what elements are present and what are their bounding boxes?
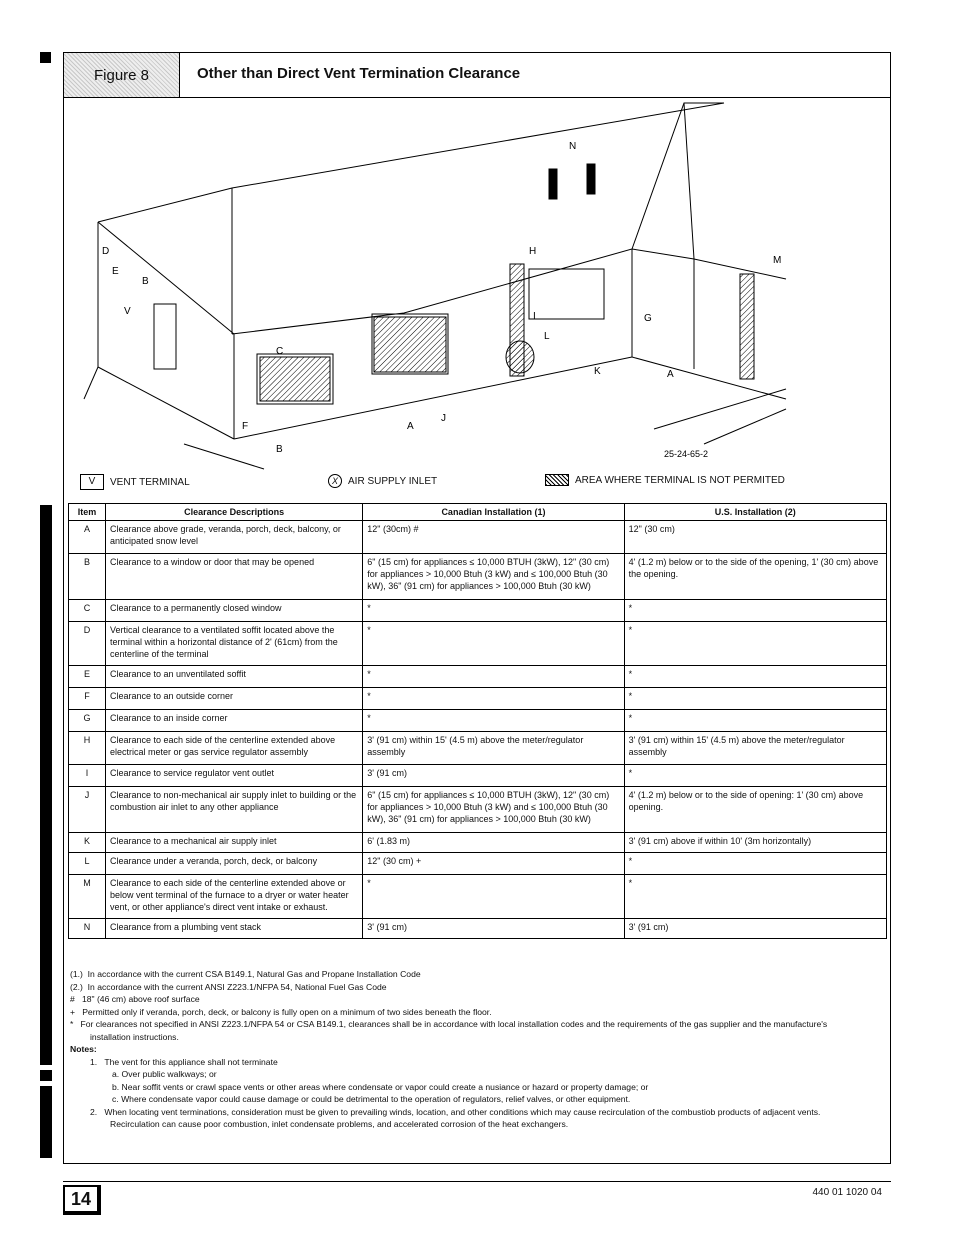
cell-desc: Clearance from a plumbing vent stack: [105, 919, 362, 939]
table-row: [69, 765, 887, 787]
cell-desc: Clearance to an inside corner: [105, 710, 362, 732]
table-row: [69, 521, 887, 554]
cell-us: *: [624, 710, 886, 732]
cell-can: 3' (91 cm): [363, 765, 624, 787]
cell-desc: Vertical clearance to a ventilated soffit located above the terminal within a horizontal distance of 2' (61cm) from the centerline of the terminal: [105, 622, 362, 666]
label-v1: V: [124, 306, 131, 317]
legend-area-label: AREA WHERE TERMINAL IS NOT PERMITED: [575, 474, 785, 486]
table-row: [69, 554, 887, 600]
cell-can: 3' (91 cm): [363, 919, 624, 939]
cell-can: *: [363, 688, 624, 710]
side-bar-marker-2: [40, 1086, 52, 1158]
footnote: # 18" (46 cm) above roof surface: [70, 994, 200, 1004]
note-2: 2. When locating vent terminations, consideration must be given to prevailing winds, location, and other conditions which may cause recirculation of the combustiob products of adjacent vents.: [90, 1106, 821, 1117]
table-row: [69, 710, 887, 732]
cell-us: 3' (91 cm): [624, 919, 886, 939]
label-g: G: [644, 313, 652, 324]
cell-desc: Clearance to service regulator vent outlet: [105, 765, 362, 787]
cell-item: K: [69, 833, 106, 853]
cell-item: I: [69, 765, 106, 787]
cell-desc: Clearance to each side of the centerline extended above electrical meter or gas service regulator assembly: [105, 732, 362, 765]
notes-marker: [40, 1070, 52, 1081]
cell-us: *: [624, 875, 886, 919]
figure-header: [63, 52, 891, 98]
cell-can: 12" (30 cm) +: [363, 853, 624, 875]
cell-item: F: [69, 688, 106, 710]
cell-can: *: [363, 622, 624, 666]
label-n: N: [569, 141, 577, 152]
table-row: [69, 732, 887, 765]
cell-item: C: [69, 600, 106, 622]
notes-heading: Notes:: [70, 1044, 97, 1054]
footer-rule: [63, 1181, 891, 1182]
cell-us: *: [624, 666, 886, 688]
header-desc: Clearance Descriptions: [105, 504, 362, 521]
legend-vent: [80, 474, 190, 490]
table-row: [69, 600, 887, 622]
note-1c: c. Where condensate vapor could cause damage or could be detrimental to the operation of regulators, relief valves, or other equipment.: [112, 1094, 631, 1104]
cell-us: *: [624, 600, 886, 622]
cell-us: *: [624, 765, 886, 787]
label-a2: A: [667, 369, 674, 380]
table-row: [69, 853, 887, 875]
cell-item: B: [69, 554, 106, 600]
cell-us: 12" (30 cm): [624, 521, 886, 554]
label-c: C: [276, 346, 284, 357]
cell-desc: Clearance to each side of the centerline extended above or below vent terminal of the furnace to a dryer or water heater vent, or other appliance's direct vent intake or exhaust.: [105, 875, 362, 919]
legend-area: [545, 474, 785, 486]
footnote: + Permitted only if veranda, porch, deck, or balcony is fully open on a minimum of two sides beneath the floor.: [70, 1006, 492, 1017]
label-l: L: [544, 331, 550, 342]
cell-can: 6" (15 cm) for appliances ≤ 10,000 BTUH (3kW), 12" (30 cm) for appliances > 10,000 Btuh (3 kW) and ≤ 100,000 Btuh (30 kW), 36" (91 cm) for appliances > 100,000 Btuh (30 kW): [363, 554, 624, 600]
table-row: [69, 875, 887, 919]
figure-label: Figure 8: [64, 53, 180, 97]
cell-item: J: [69, 787, 106, 833]
label-a1: A: [407, 421, 414, 432]
header-us: U.S. Installation (2): [624, 504, 886, 521]
label-i: I: [533, 311, 536, 322]
footnote: (2.) In accordance with the current ANSI Z223.1/NFPA 54, National Fuel Gas Code: [70, 981, 387, 992]
cell-can: *: [363, 600, 624, 622]
cell-desc: Clearance to an outside corner: [105, 688, 362, 710]
cell-item: E: [69, 666, 106, 688]
clearance-table: [68, 503, 887, 939]
cell-can: *: [363, 666, 624, 688]
label-k: K: [594, 366, 601, 377]
cell-item: N: [69, 919, 106, 939]
cell-item: L: [69, 853, 106, 875]
footnote: installation instructions.: [90, 1031, 179, 1042]
cell-us: 3' (91 cm) above if within 10' (3m horizontally): [624, 833, 886, 853]
cell-desc: Clearance to non-mechanical air supply inlet to building or the combustion air inlet to any other appliance: [105, 787, 362, 833]
air-supply-icon: X: [328, 474, 342, 488]
legend-air-label: AIR SUPPLY INLET: [348, 475, 438, 487]
table-row: [69, 688, 887, 710]
cell-item: M: [69, 875, 106, 919]
table-row: [69, 787, 887, 833]
cell-can: 12" (30cm) #: [363, 521, 624, 554]
label-m: M: [773, 255, 782, 266]
footnote: * For clearances not specified in ANSI Z223.1/NFPA 54 or CSA B149.1, clearances shall be in accordance with local installation codes and the requirements of the gas supplier and the manufacture's: [70, 1019, 828, 1029]
vent-terminal-icon: V: [80, 474, 104, 490]
note-1: 1. The vent for this appliance shall not terminate: [90, 1056, 278, 1067]
label-j: J: [441, 413, 446, 424]
corner-marker: [40, 52, 51, 63]
label-d: D: [102, 246, 110, 257]
cell-desc: Clearance to a window or door that may be opened: [105, 554, 362, 600]
cell-item: H: [69, 732, 106, 765]
header-canadian: Canadian Installation (1): [363, 504, 624, 521]
side-bar-marker: [40, 505, 52, 1065]
note-2-cont: Recirculation can cause poor combustion, inlet condensate problems, and accelerated corrosion of the heat exchangers.: [110, 1119, 569, 1129]
label-h: H: [529, 246, 537, 257]
cell-us: 4' (1.2 m) below or to the side of the opening, 1' (30 cm) above the opening.: [624, 554, 886, 600]
figure-title: Other than Direct Vent Termination Clearance: [197, 65, 521, 82]
table-row: [69, 622, 887, 666]
cell-desc: Clearance to a permanently closed window: [105, 600, 362, 622]
note-1b: b. Near soffit vents or crawl space vents or other areas where condensate or vapor could create a nusiance or hazard or property damage; or: [112, 1081, 649, 1092]
cell-us: 3' (91 cm) within 15' (4.5 m) above the meter/regulator assembly: [624, 732, 886, 765]
label-e: E: [112, 266, 119, 277]
cell-us: 4' (1.2 m) below or to the side of opening: 1' (30 cm) above opening.: [624, 787, 886, 833]
page-number: 14: [63, 1185, 101, 1215]
legend-air: [328, 474, 437, 488]
cell-us: *: [624, 853, 886, 875]
legend-vent-label: VENT TERMINAL: [110, 476, 190, 488]
cell-item: G: [69, 710, 106, 732]
table-header-row: [69, 504, 887, 521]
cell-desc: Clearance to a mechanical air supply inlet: [105, 833, 362, 853]
cell-desc: Clearance under a veranda, porch, deck, or balcony: [105, 853, 362, 875]
document-number: 440 01 1020 04: [812, 1187, 882, 1198]
cell-desc: Clearance above grade, veranda, porch, deck, balcony, or anticipated snow level: [105, 521, 362, 554]
label-b1: B: [142, 276, 149, 287]
header-item: Item: [69, 504, 106, 521]
house-diagram: [64, 99, 890, 471]
footnotes: [70, 968, 885, 1131]
cell-can: *: [363, 710, 624, 732]
cell-item: D: [69, 622, 106, 666]
hatch-area-icon: [545, 474, 569, 486]
cell-can: 3' (91 cm) within 15' (4.5 m) above the meter/regulator assembly: [363, 732, 624, 765]
cell-us: *: [624, 622, 886, 666]
table-row: [69, 666, 887, 688]
cell-can: *: [363, 875, 624, 919]
table-row: [69, 919, 887, 939]
footnote: (1.) In accordance with the current CSA B149.1, Natural Gas and Propane Installation Code: [70, 969, 421, 979]
cell-item: A: [69, 521, 106, 554]
cell-can: 6' (1.83 m): [363, 833, 624, 853]
label-b2: B: [276, 444, 283, 455]
table-row: [69, 833, 887, 853]
note-1a: a. Over public walkways; or: [112, 1069, 217, 1079]
cell-desc: Clearance to an unventilated soffit: [105, 666, 362, 688]
cell-us: *: [624, 688, 886, 710]
label-f: F: [242, 421, 249, 432]
cell-can: 6" (15 cm) for appliances ≤ 10,000 BTUH (3kW), 12" (30 cm) for appliances > 10,000 Btuh (3 kW) and ≤ 100,000 Btuh (30 kW), 36" (91 cm) for appliances > 100,000 Btuh (30 kW): [363, 787, 624, 833]
diagram-code: 25-24-65-2: [664, 449, 709, 459]
